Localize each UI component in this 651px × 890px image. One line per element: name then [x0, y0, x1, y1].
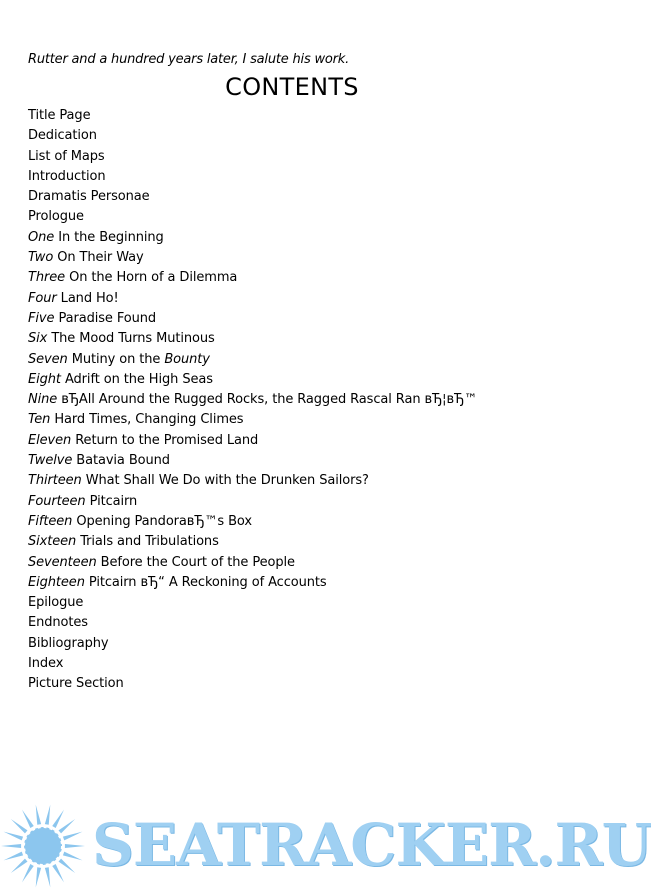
toc-entry[interactable] — [28, 532, 477, 552]
toc-entry[interactable] — [28, 553, 477, 573]
toc-entry[interactable] — [28, 431, 477, 451]
chapter-number: Three — [28, 270, 66, 286]
chapter-number: Eighteen — [28, 574, 85, 590]
toc-entry[interactable] — [28, 654, 477, 674]
toc-entry[interactable] — [28, 634, 477, 654]
chapter-number: Two — [28, 250, 54, 266]
chapter-title: Picture Section — [28, 676, 124, 692]
toc-entry[interactable] — [28, 309, 477, 329]
chapter-title: Prologue — [28, 209, 84, 225]
toc-entry[interactable] — [28, 289, 477, 309]
chapter-title: вЂAll Around the Rugged Rocks, the Ragged Rascal Ran вЂ¦вЂ™ — [61, 392, 478, 408]
toc-entry[interactable] — [28, 573, 477, 593]
toc-entry[interactable] — [28, 207, 477, 227]
chapter-number: Twelve — [28, 453, 73, 469]
toc-entry[interactable] — [28, 593, 477, 613]
sun-burst-icon — [0, 800, 88, 890]
toc-entry[interactable] — [28, 350, 477, 370]
toc-entry[interactable] — [28, 512, 477, 532]
toc-entry[interactable] — [28, 370, 477, 390]
toc-entry[interactable] — [28, 268, 477, 288]
toc-entry[interactable] — [28, 106, 477, 126]
chapter-title: Adrift on the High Seas — [64, 371, 213, 387]
chapter-number: Ten — [28, 412, 51, 428]
chapter-title: In the Beginning — [58, 229, 164, 245]
chapter-number: Eleven — [28, 432, 72, 448]
toc-entry[interactable] — [28, 248, 477, 268]
chapter-title: Batavia Bound — [76, 453, 170, 469]
toc-entry[interactable] — [28, 329, 477, 349]
chapter-title: Introduction — [28, 168, 106, 184]
chapter-title: Before the Court of the People — [100, 554, 295, 570]
chapter-number: Fifteen — [28, 513, 73, 529]
chapter-title-emphasis: Bounty — [164, 351, 210, 367]
chapter-title: What Shall We Do with the Drunken Sailors? — [85, 473, 369, 489]
chapter-title: On Their Way — [57, 250, 144, 266]
chapter-title: Dramatis Personae — [28, 189, 150, 205]
chapter-number: One — [28, 229, 55, 245]
toc-entry[interactable] — [28, 187, 477, 207]
chapter-title: List of Maps — [28, 148, 105, 164]
toc-entry[interactable] — [28, 410, 477, 430]
watermark-text: SEATRACKER.RU — [92, 811, 651, 879]
chapter-title: Return to the Promised Land — [75, 432, 259, 448]
toc-entry[interactable] — [28, 167, 477, 187]
chapter-number: Eight — [28, 371, 61, 387]
chapter-number: Fourteen — [28, 493, 86, 509]
chapter-title: Dedication — [28, 128, 97, 144]
chapter-number: Thirteen — [28, 473, 82, 489]
chapter-number: Four — [28, 290, 57, 306]
toc-entry[interactable] — [28, 492, 477, 512]
toc-entry[interactable] — [28, 390, 477, 410]
chapter-title: The Mood Turns Mutinous — [51, 331, 215, 347]
chapter-number: Nine — [28, 392, 58, 408]
chapter-title: Land Ho! — [60, 290, 119, 306]
chapter-number: Six — [28, 331, 48, 347]
table-of-contents — [28, 106, 477, 695]
toc-entry[interactable] — [28, 451, 477, 471]
chapter-number: Five — [28, 310, 55, 326]
chapter-title: Bibliography — [28, 635, 109, 651]
toc-entry[interactable] — [28, 471, 477, 491]
contents-heading: CONTENTS — [225, 73, 359, 101]
toc-entry[interactable] — [28, 613, 477, 633]
chapter-title: Trials and Tribulations — [80, 534, 219, 550]
chapter-title: Hard Times, Changing Climes — [54, 412, 244, 428]
toc-entry[interactable] — [28, 674, 477, 694]
toc-entry[interactable] — [28, 126, 477, 146]
chapter-title: Index — [28, 656, 64, 672]
chapter-number: Seven — [28, 351, 68, 367]
intro-line: Rutter and a hundred years later, I salute his work. — [28, 52, 350, 67]
chapter-title: Opening PandoraвЂ™s Box — [76, 513, 252, 529]
chapter-number: Seventeen — [28, 554, 97, 570]
chapter-title: On the Horn of a Dilemma — [69, 270, 238, 286]
chapter-title: Pitcairn — [89, 493, 138, 509]
chapter-title: Pitcairn вЂ“ A Reckoning of Accounts — [88, 574, 327, 590]
chapter-number: Sixteen — [28, 534, 77, 550]
chapter-title: Epilogue — [28, 595, 84, 611]
chapter-title: Endnotes — [28, 615, 88, 631]
chapter-title: Paradise Found — [58, 310, 157, 326]
chapter-title: Mutiny on the — [71, 351, 165, 367]
toc-entry[interactable] — [28, 228, 477, 248]
chapter-title: Title Page — [28, 108, 91, 123]
toc-entry[interactable] — [28, 147, 477, 167]
